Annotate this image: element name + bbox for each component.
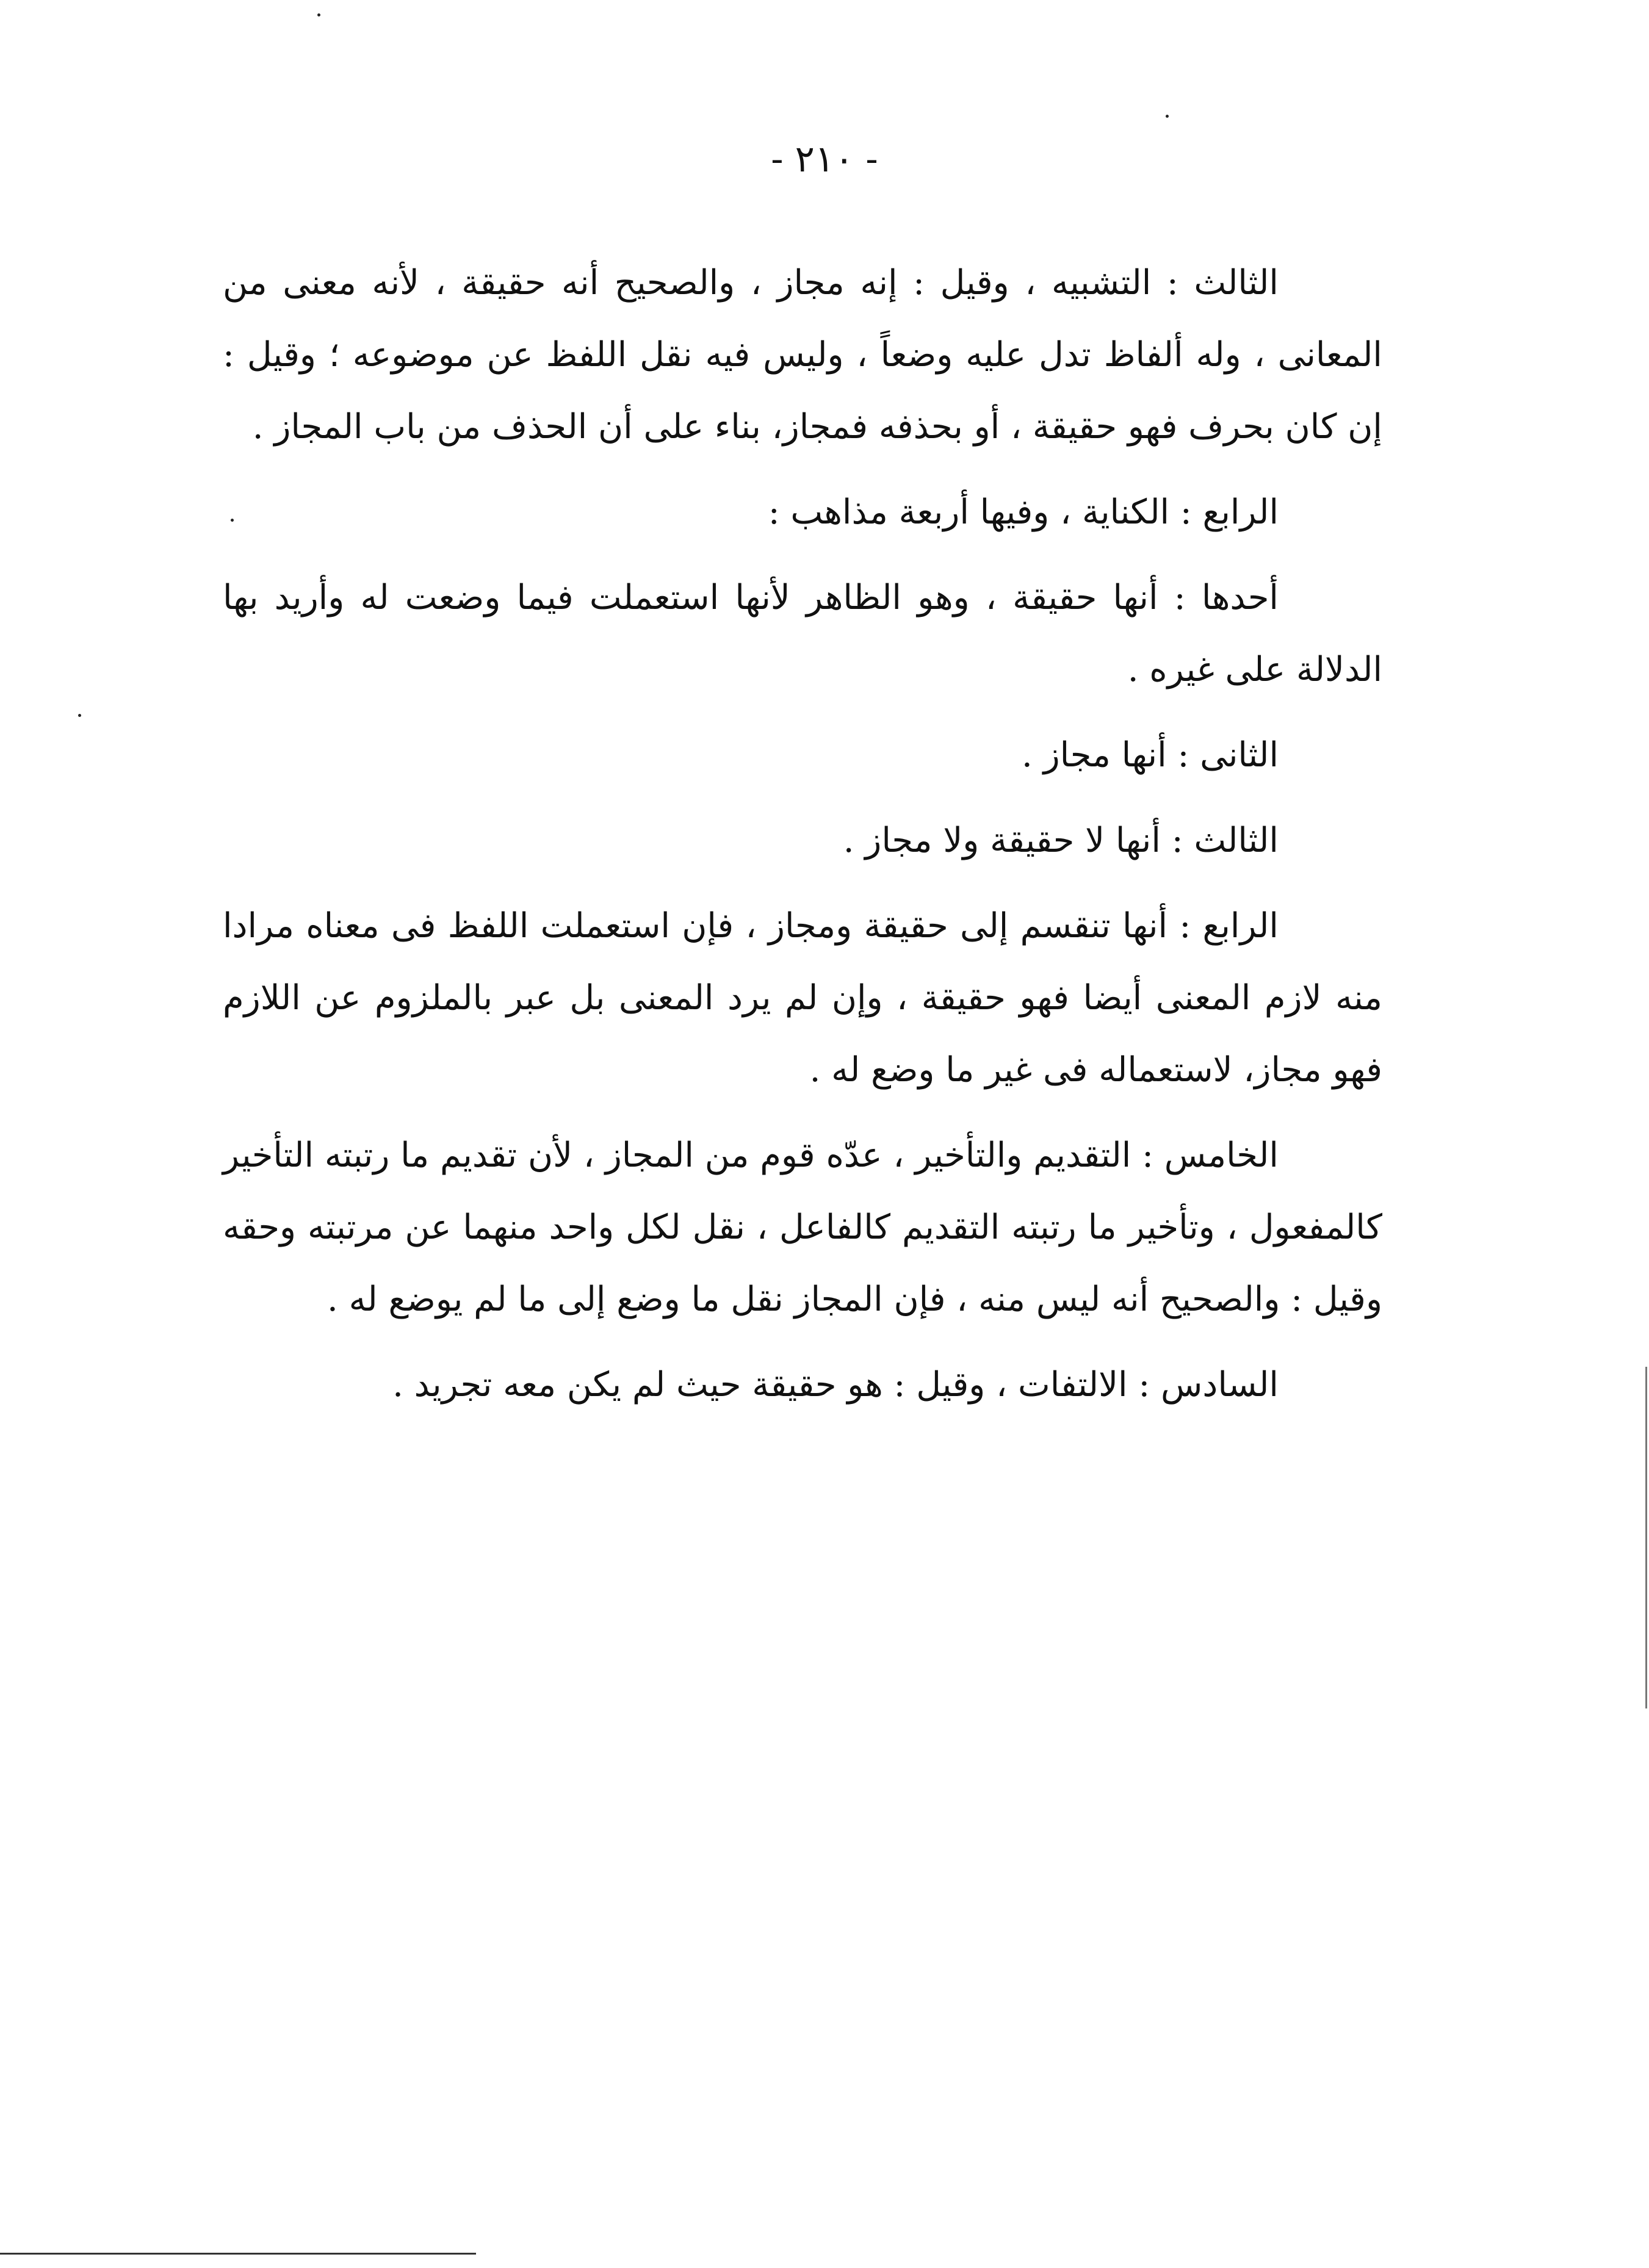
paragraph-kinaya-third: الثالث : أنها لا حقيقة ولا مجاز . xyxy=(843,821,1279,860)
scan-speck xyxy=(1166,115,1169,118)
page-number: - ٢١٠ - xyxy=(771,138,878,181)
paragraph-tashbih: الثالث : التشبيه ، وقيل : إنه مجاز ، والصحيح أنه حقيقة ، لأنه معنى من المعانى ، وله ألفاظ تدل عليه وضعاً ، وليس فيه نقل اللفظ عن موضوعه ؛ وقيل : إن كان بحرف فهو حقيقة ، أو بحذفه فمجاز، بناء على أن الحذف من باب المجاز . xyxy=(223,263,1382,447)
paragraph-taqdim: الخامس : التقديم والتأخير ، عدّه قوم من المجاز ، لأن تقديم ما رتبته التأخير كالمفعول ، وتأخير ما رتبته التقديم كالفاعل ، نقل لكل واحد منهما عن مرتبته وحقه وقيل : والصحيح أنه ليس منه ، فإن المجاز نقل ما وضع إلى ما لم يوضع له . xyxy=(223,1136,1382,1319)
scan-speck xyxy=(317,13,320,16)
scan-speck xyxy=(78,714,81,717)
paragraph-kinaya-second: الثانى : أنها مجاز . xyxy=(1022,735,1279,775)
scan-edge-line xyxy=(1645,1367,1647,1708)
text-body xyxy=(223,247,1382,1435)
footnote-rule xyxy=(0,2253,476,2255)
paragraph-iltifat: السادس : الالتفات ، وقيل : هو حقيقة حيث لم يكن معه تجريد . xyxy=(392,1365,1279,1405)
scan-speck xyxy=(231,519,234,522)
paragraph-kinaya-fourth: الرابع : أنها تنقسم إلى حقيقة ومجاز ، فإن استعملت اللفظ فى معناه مرادا منه لازم المعنى أيضا فهو حقيقة ، وإن لم يرد المعنى بل عبر بالملزوم عن اللازم فهو مجاز، لاستعماله فى غير ما وضع له . xyxy=(223,906,1382,1090)
paragraph-kinaya-first: أحدها : أنها حقيقة ، وهو الظاهر لأنها استعملت فيما وضعت له وأريد بها الدلالة على غيره . xyxy=(223,578,1382,689)
paragraph-kinaya-heading: الرابع : الكناية ، وفيها أربعة مذاهب : xyxy=(768,492,1279,532)
